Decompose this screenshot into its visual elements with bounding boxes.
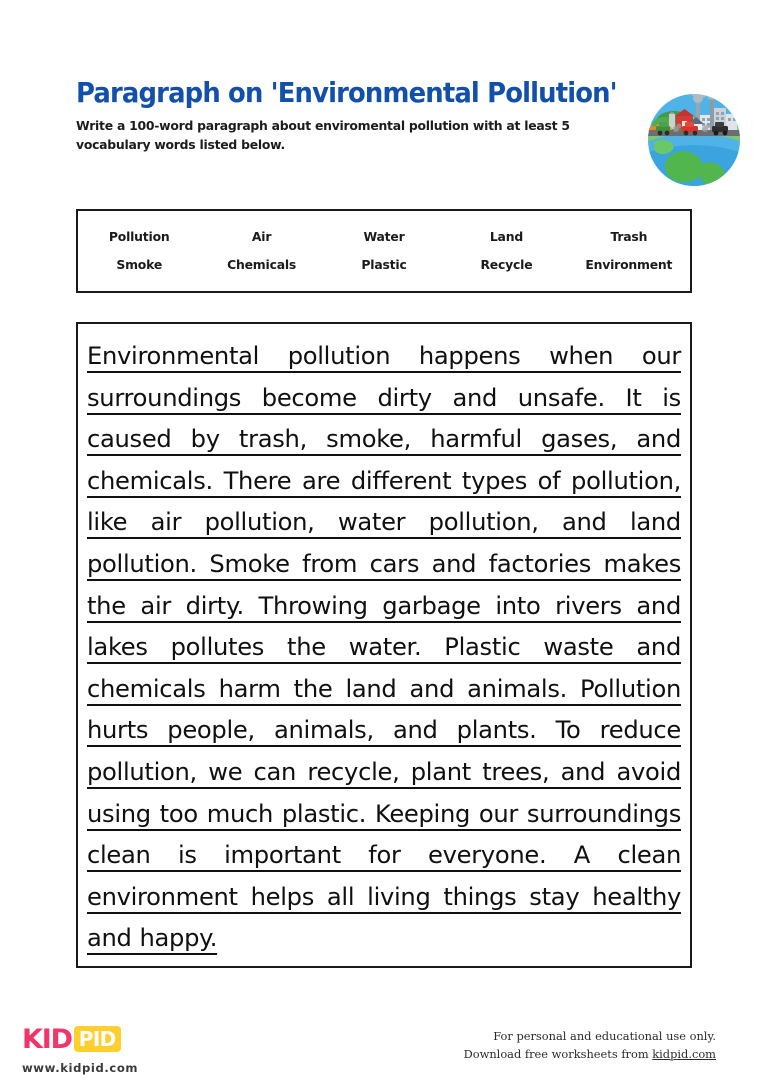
answer-paragraph-text: Environmental pollution happens when our surroundings become dirty and unsafe. It is caused by trash, smoke, harmful gases, and chemicals. There are different types of pollution, like air pollution, water pollution, and land pollution. Smoke from cars and factories makes the air dirty. Throwing garbage into rivers and lakes pollutes the water. Plastic waste and chemicals harm the land and animals. Pollution hurts people, animals, and plants. To reduce pollution, we can recycle, plant trees, and avoid using too much plastic. Keeping our surroundings clean is important for everyone. A clean environment helps all living things stay healthy and happy. <box>87 342 681 953</box>
logo-website-url: www.kidpid.com <box>22 1061 139 1075</box>
page-title: Paragraph on 'Environmental Pollution' <box>76 77 617 109</box>
footer-note-prefix: Download free worksheets from <box>463 1046 653 1061</box>
vocabulary-row <box>78 251 690 278</box>
vocabulary-word: Smoke <box>116 256 163 272</box>
vocabulary-word: Recycle <box>480 256 533 272</box>
footer-note-line-1: For personal and educational use only. <box>493 1029 716 1043</box>
answer-writing-box[interactable] <box>76 322 692 968</box>
footer-usage-note <box>464 1028 716 1063</box>
vocabulary-word: Environment <box>585 256 673 272</box>
worksheet-header <box>76 78 692 190</box>
vocabulary-word: Land <box>489 229 523 245</box>
logo-kid-text: KID <box>22 1023 72 1055</box>
vocabulary-word: Air <box>251 229 272 245</box>
vocabulary-row <box>78 224 690 251</box>
logo-pid-badge: PID <box>74 1026 121 1052</box>
vocabulary-word-bank <box>76 209 692 293</box>
vocabulary-word: Trash <box>610 229 648 245</box>
instructions-text: Write a 100-word paragraph about enviromental pollution with at least 5 vocabulary words listed below. <box>76 117 570 152</box>
vocabulary-word: Water <box>363 229 405 245</box>
footer-website-link[interactable]: kidpid.com <box>652 1046 716 1061</box>
logo-wordmark <box>22 1024 232 1054</box>
footer-note-line-2 <box>464 1046 716 1064</box>
kidpid-logo <box>22 1024 232 1075</box>
vocabulary-word: Chemicals <box>227 256 297 272</box>
page-footer <box>0 1016 768 1086</box>
vocabulary-word: Pollution <box>108 229 170 245</box>
vocabulary-word: Plastic <box>361 256 407 272</box>
